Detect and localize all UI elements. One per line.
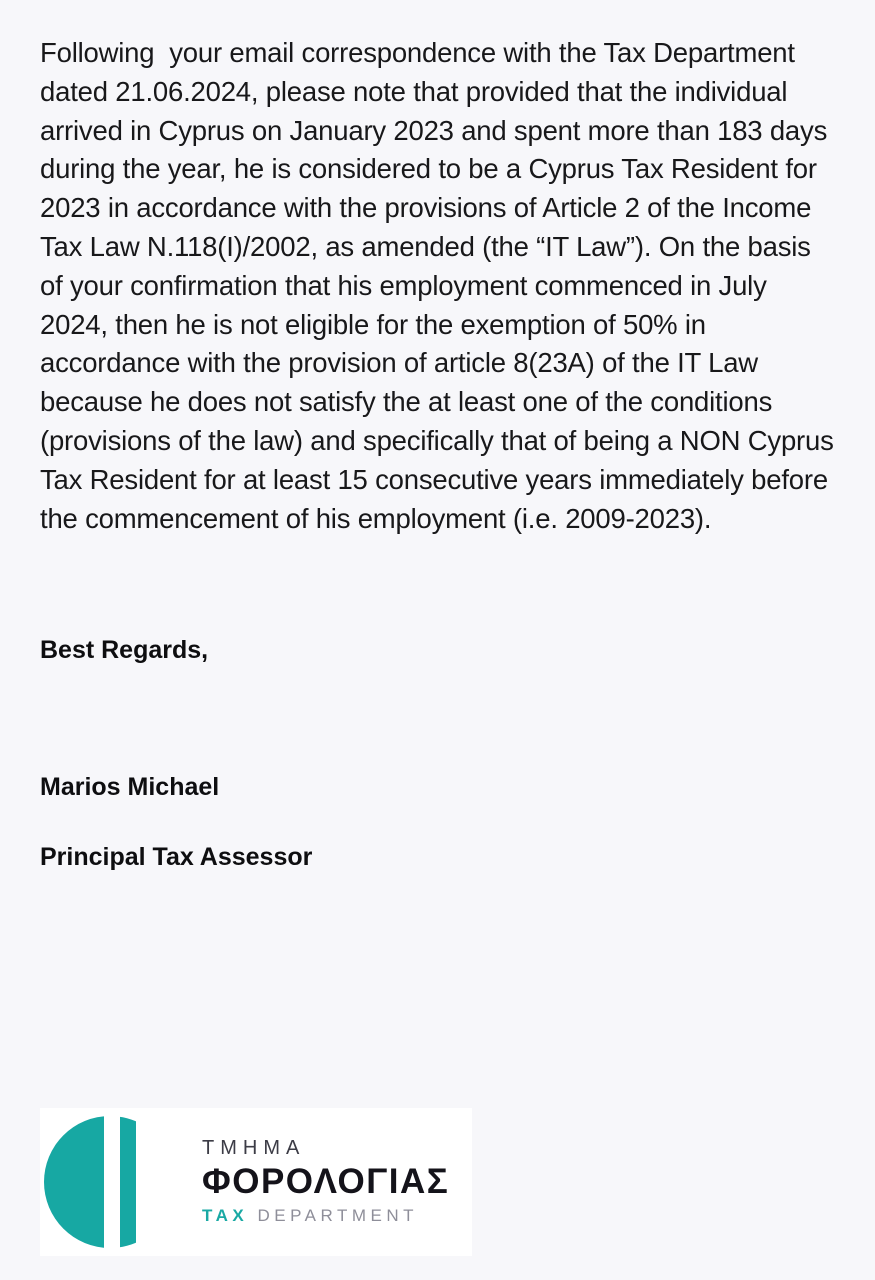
spacer-after-body: [40, 538, 835, 634]
tax-department-logo-text: [186, 1135, 449, 1230]
logo-word-tax: TAX: [202, 1205, 249, 1225]
sign-off-text: Best Regards,: [40, 636, 209, 665]
tax-department-logo: [40, 1108, 472, 1256]
spacer-after-signoff: [40, 666, 835, 770]
logo-line-forologias: ΦΟΡΟΛΟΓΙΑΣ: [202, 1161, 450, 1201]
logo-line-tmima: ΤΜΗΜΑ: [202, 1136, 306, 1159]
signer-name: Marios Michael: [40, 773, 220, 802]
logo-word-department: DEPARTMENT: [257, 1205, 419, 1225]
tax-department-emblem-icon: [40, 1108, 186, 1256]
logo-line-tax-department: [202, 1203, 449, 1230]
letter-body-paragraph: Following your email correspondence with the Tax Department dated 21.06.2024, please note that provided that the individual arrived in Cyprus on January 2023 and spent more than 183 days during the year, he is considered to be a Cyprus Tax Resident for 2023 in accordance with the provisions of Article 2 of the Income Tax Law N.118(I)/2002, as amended (the “IT Law”). On the basis of your confirmation that his employment commenced in July 2024, then he is not eligible for the exemption of 50% in accordance with the provision of article 8(23A) of the IT Law because he does not satisfy the at least one of the conditions (provisions of the law) and specifically that of being a NON Cyprus Tax Resident for at least 15 consecutive years immediately before the commencement of his employment (i.e. 2009-2023).: [40, 37, 841, 534]
signer-title: Principal Tax Assessor: [40, 843, 313, 872]
